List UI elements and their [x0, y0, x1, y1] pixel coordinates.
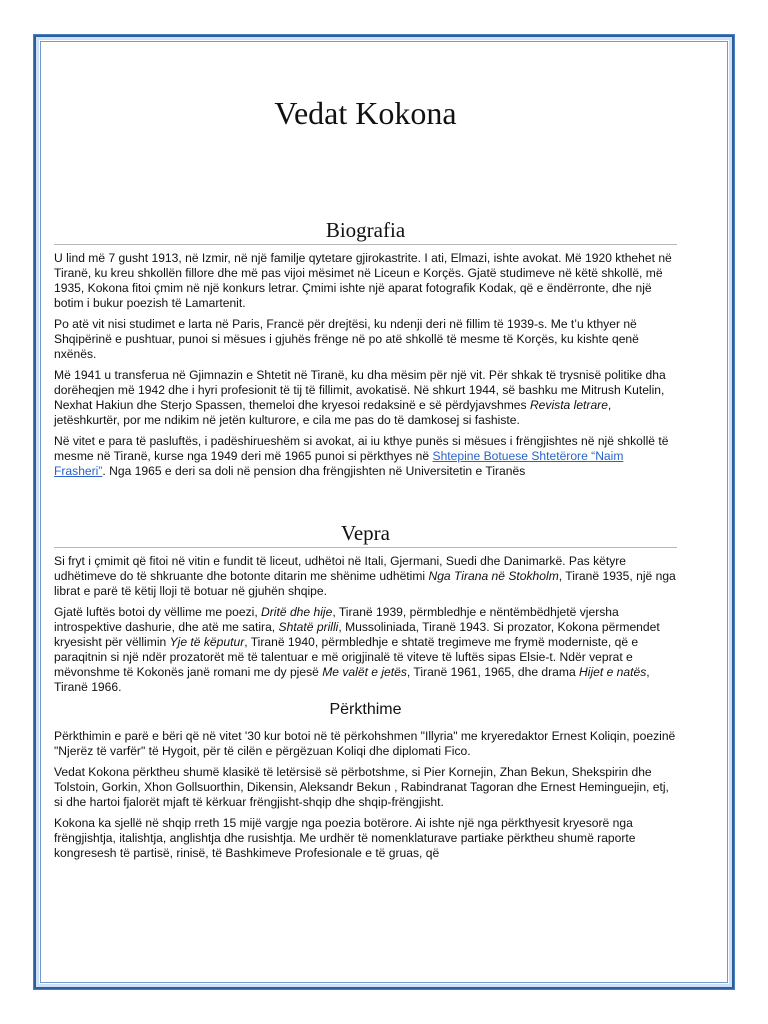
- perkthime-paragraph-3: Kokona ka sjellë në shqip rreth 15 mijë vargje nga poezia botërore. Ai ishte një nga përkthyesit kryesorë nga frëngjishtja, italishtja, anglishtja dhe rusishtja. Me urdhër të nomenklaturave partiake përktheu shumë raporte kongresesh të partisë, rinisë, të Bashkimeve Profesionale e të gruas, që: [54, 816, 636, 860]
- vepra-paragraph-2: Gjatë luftës botoi dy vëllime me poezi, Dritë dhe hije, Tiranë 1939, përmbledhje e nëntëmbëdhjetë vjersha introspektive dashurie, dhe atë me satira, Shtatë prilli, Mussoliniada, Tiranë 1943. Si prozator, Kokona përmendet kryesisht për vëllimin Yje të këputur, Tiranë 1940, përmbledhje e shtatë tregimeve me frymë moderniste, që e paraqitnin si një ndër prozatorët më të talentuar e më origjinalë të viteve të luftës sipas Elsie-t. Ndër veprat e mëvonshme të Kokonës janë romani me dy pjesë Me valët e jetës, Tiranë 1961, 1965, dhe drama Hijet e natës, Tiranë 1966.: [54, 605, 660, 694]
- biografia-paragraph-3: Më 1941 u transferua në Gjimnazin e Shtetit në Tiranë, ku dha mësim për një vit. Për shkak të trysnisë politike dha dorëheqjen më 1942 dhe i hyri profesionit të tij të fillimit, avokatisë. Në shkurt 1944, së bashku me Mitrush Kutelin, Nexhat Hakiun dhe Sterjo Spassen, themeloi dhe kryesoi redaksinë e së përdyjavshmes Revista letrare, jetëshkurtër, por me ndikim në jetën kulturore, e cila me pas do të damkosej si fashiste.: [54, 368, 666, 427]
- vepra-paragraph-1: Si fryt i çmimit që fitoi në vitin e fundit të liceut, udhëtoi në Itali, Gjermani, Suedi dhe Danimarkë. Pas këtyre udhëtimeve do të shkruante dhe botonte ditarin me shënime udhëtimi Nga Tirana në Stokholm, Tiranë 1935, një nga librat e parë të këtij lloji të botuar në gjuhën shqipe.: [54, 554, 676, 598]
- biografia-paragraph-4: Në vitet e para të pasluftës, i padëshirueshëm si avokat, ai iu kthye punës si mësues i frëngjishtes në një shkollë të mesme në Tiranë, kurse nga 1949 deri më 1965 punoi si përkthyes në Shtepine Botuese Shtetërore “Naim Frasheri”. Nga 1965 e deri sa doli në pension dha frëngjishten në Universitetin e Tiranës: [54, 434, 669, 478]
- section-heading-biografia: Biografia: [54, 218, 677, 245]
- perkthime-paragraph-2: Vedat Kokona përktheu shumë klasikë të letërsisë së përbotshme, si Pier Kornejin, Zhan Bekun, Shekspirin dhe Tolstoin, Gorkin, Xhon Gollsuorthin, Dikensin, Aleksandr Bekun , Rabindranat Tagoran dhe Ernest Heminguejin, etj, si dhe hartoi fjalorët mjaft të kërkuar frëngjisht-shqip dhe shqip-frëngjisht.: [54, 765, 669, 809]
- document-content: [54, 95, 677, 867]
- document-title: Vedat Kokona: [274, 95, 457, 131]
- biografia-paragraph-2: Po atë vit nisi studimet e larta në Paris, Francë për drejtësi, ku ndenji deri në fillim të 1939-s. Me t’u kthyer në Shqipërinë e pushtuar, punoi si mësues i gjuhës frënge në po atë shkollë të mesme të Korçës, ku kishte qenë nxënës.: [54, 317, 639, 361]
- perkthime-paragraph-1: Përkthimin e parë e bëri që në vitet '30 kur botoi në të përkohshmen "Illyria" me kryeredaktor Ernest Koliqin, poezinë "Njerëz të varfër" të Hygoit, për të cilën e përgëzuan Koliqi dhe diplomati Fico.: [54, 729, 676, 758]
- subsection-heading-perkthime: Përkthime: [329, 701, 402, 718]
- publisher-link[interactable]: Shtepine Botuese Shtetërore “Naim Frasheri”: [54, 449, 624, 478]
- journal-title: Revista letrare: [529, 398, 608, 412]
- biografia-paragraph-1: U lind më 7 gusht 1913, në Izmir, në një familje qytetare gjirokastrite. I ati, Elmazi, ishte avokat. Më 1920 kthehet në Tiranë, ku kreu shkollën fillore dhe më pas vijoi mësimet në Liceun e Korçës. Gjatë studimeve në këtë shkollë, më 1935, Kokona fitoi çmim në një konkurs letrar. Çmimi ishte një aparat fotografik Kodak, që e ëndërronte, dhe një botim i bukur poezish të Lamartenit.: [54, 251, 672, 310]
- section-heading-vepra: Vepra: [54, 521, 677, 548]
